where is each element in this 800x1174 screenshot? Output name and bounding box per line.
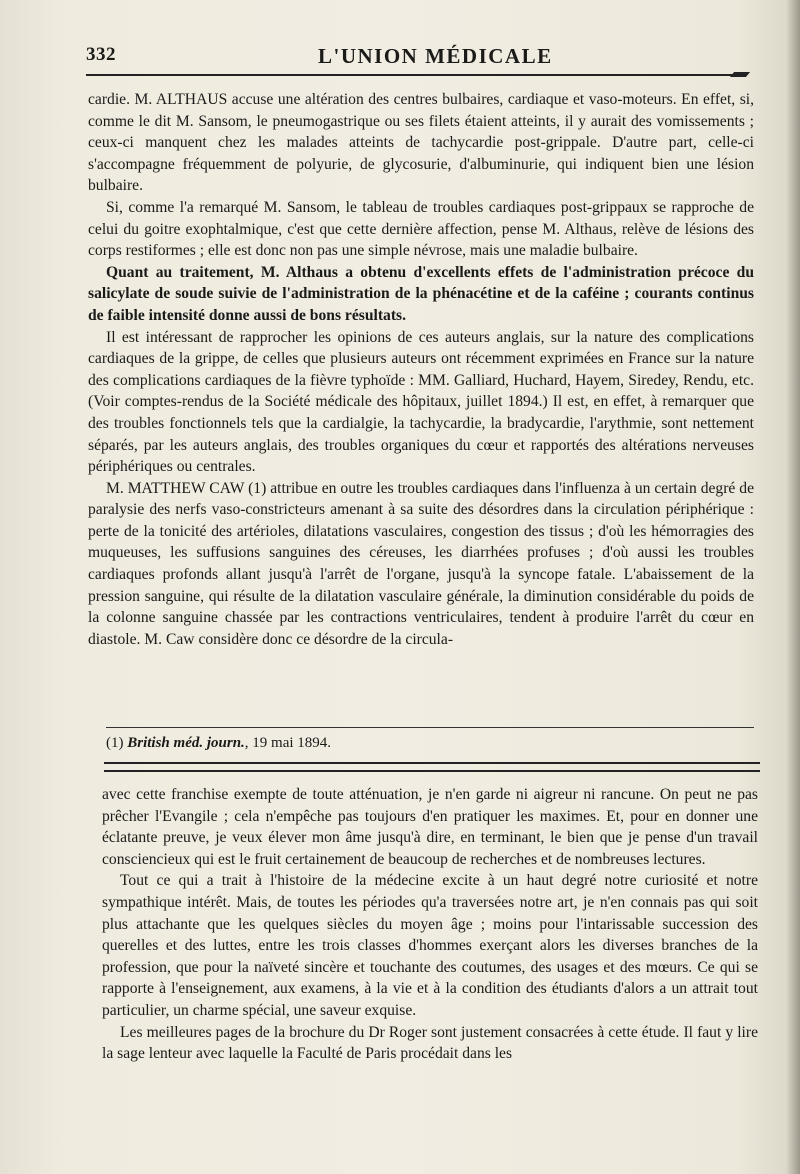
footnote-marker: (1) bbox=[106, 735, 124, 751]
footnote-rule bbox=[106, 727, 754, 728]
page-number: 332 bbox=[86, 44, 116, 65]
article-paragraph: Si, comme l'a remarqué M. Sansom, le tableau de troubles cardiaques post-grippaux se rapproche de celui du goitre exophtalmique, c'est que cette dernière affection, pense M. Althaus, relève de lésions des corps restiformes ; elle est donc non pas une simple névrose, mais une maladie bulbaire. bbox=[88, 198, 754, 260]
review-paragraph: Tout ce qui a trait à l'histoire de la médecine excite à un haut degré notre curiosité et notre sympathique intérêt. Mais, de toutes les périodes qu'a traversées notre art, je n'en connais pas qui soit plus attachante que les quelques siècles du moyen âge ; moins pour l'intarissable succession des querelles et des luttes, entre les trois classes d'hommes exerçant alors les diverses branches de la profession, que pour la naïveté sincère et touchante des coutumes, des usages et des mœurs. Ce qui se rapporte à l'enseignement, aux examens, à la vie et à la condition des étudiants d'alors a un attrait tout particulier, un charme spécial, une saveur exquise. bbox=[102, 872, 758, 1019]
article-paragraph: cardie. M. ALTHAUS accuse une altération des centres bulbaires, cardiaque et vaso-moteurs. En effet, si, comme le dit M. Sansom, le pneumogastrique ou ses filets étaient atteints, il y aurait des vomissements ; ceux-ci manquent chez les malades atteints de tachycardie post-grippale. D'autre part, celle-ci s'accompagne fréquemment de polyurie, de glycosurie, d'albuminurie, qui indiquent bien une lésion bulbaire. bbox=[88, 91, 754, 195]
review-paragraph: Les meilleures pages de la brochure du Dr Roger sont justement consacrées à cette étude. Il faut y lire la sage lenteur avec laquelle la Faculté de Paris procédait dans les bbox=[102, 1023, 758, 1063]
page-header bbox=[86, 36, 756, 76]
article-paragraph: Il est intéressant de rapprocher les opinions de ces auteurs anglais, sur la nature des complications cardiaques de la grippe, de celles que plusieurs auteurs ont récemment exprimées en France sur la nature des complications cardiaques de la fièvre typhoïde : MM. Galliard, Huchard, Hayem, Siredey, Rendu, etc. (Voir comptes-rendus de la Société médicale des hôpitaux, juillet 1894.) Il est, en effet, à remarquer que des troubles fonctionnels tels que la cardialgie, la tachycardie, la bradycardie, l'arythmie, sont nettement séparés, par les auteurs anglais, des troubles organiques du cœur et rapportés des altérations nerveuses périphériques ou centrales. bbox=[88, 328, 754, 476]
article-paragraph: Quant au traitement, M. Althaus a obtenu d'excellents effets de l'administration précoce du salicylate de soude suivie de l'administration de la phénacétine et de la caféine ; courants continus de faible intensité donne aussi de bons résultats. bbox=[88, 263, 754, 324]
running-title: L'UNION MÉDICALE bbox=[318, 44, 553, 68]
footnote bbox=[106, 733, 754, 753]
footnote-source: British méd. journ. bbox=[127, 735, 245, 751]
header-rule bbox=[86, 74, 740, 76]
footnote-date: , 19 mai 1894. bbox=[244, 735, 332, 751]
article-paragraph: M. MATTHEW CAW (1) attribue en outre les troubles cardiaques dans l'influenza à un certain degré de paralysie des nerfs vaso-constricteurs amenant à sa suite des désordres dans la circulation périphérique : perte de la tonicité des artérioles, dilatations vasculaires, congestion des tissus ; d'où les hémorragies des muqueuses, les suffusions sanguines des céreuses, les diarrhées profuses ; d'où aussi les troubles cardiaques profonds allant jusqu'à l'arrêt de l'organe, jusqu'à la syncope fatale. L'abaissement de la pression sanguine, qui résulte de la dilatation vasculaire générale, la diminution considérable du poids de la colonne sanguine chassée par les contractions ventriculaires, tendent à produire l'arrêt du cœur en diastole. M. Caw considère donc ce désordre de la circula- bbox=[88, 479, 754, 648]
review-paragraph: avec cette franchise exempte de toute atténuation, je n'en garde ni aigreur ni rancune. On peut ne pas prêcher l'Evangile ; cela n'empêche pas toujours d'en pratiquer les maximes. Et, pour en donner une éclatante preuve, je veux élever mon âme jusqu'à dire, en terminant, le bien que je pense d'un travail consciencieux qui est le fruit certainement de beaucoup de recherches et de nombreuses lectures. bbox=[102, 786, 758, 868]
section-separator bbox=[104, 762, 760, 772]
article-body bbox=[88, 89, 754, 650]
page-edge-shadow bbox=[786, 0, 800, 1174]
review-body bbox=[102, 784, 758, 1065]
